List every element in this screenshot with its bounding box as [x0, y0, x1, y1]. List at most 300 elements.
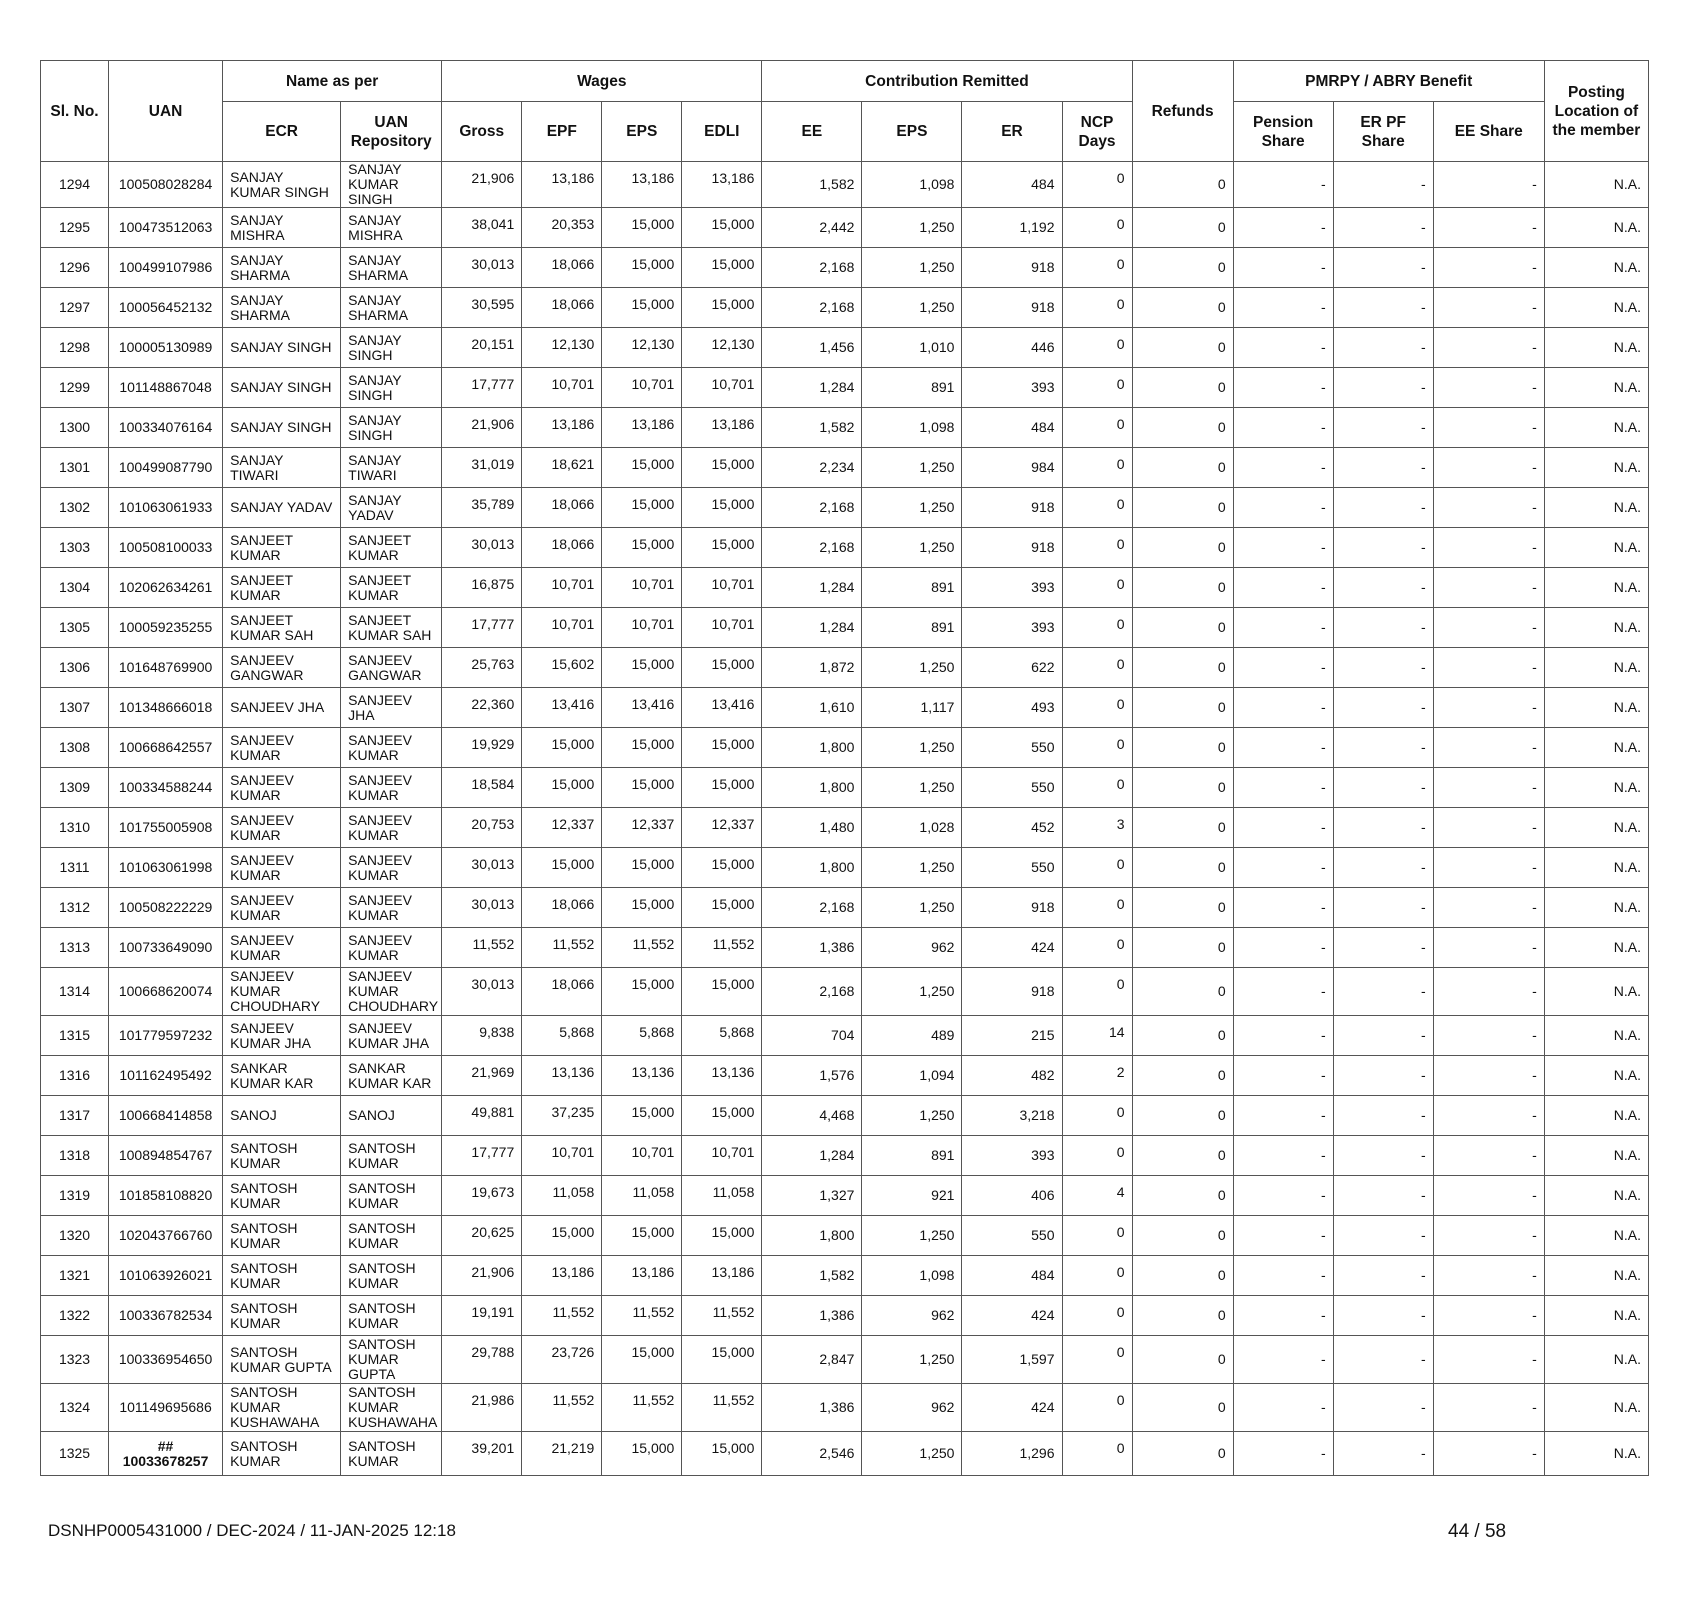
- ecr-name-cell: SANJEEV KUMAR: [223, 768, 341, 808]
- ncp-days-cell: 0: [1062, 888, 1132, 928]
- uan-cell: 101648769900: [109, 648, 223, 688]
- eps-contribution-cell: 1,250: [862, 1096, 962, 1136]
- uan-cell: 100336954650: [109, 1336, 223, 1384]
- sl-no-cell: 1315: [41, 1016, 109, 1056]
- er-pf-share-cell: -: [1333, 408, 1433, 448]
- epf-wages-cell: 15,000: [522, 768, 602, 808]
- er-pf-share-cell: -: [1333, 488, 1433, 528]
- edli-wages-cell: 15,000: [682, 208, 762, 248]
- table-row: [41, 528, 1649, 568]
- eps-wages-cell: 15,000: [602, 288, 682, 328]
- posting-location-cell: N.A.: [1544, 848, 1648, 888]
- table-row: [41, 488, 1649, 528]
- sl-no-cell: 1296: [41, 248, 109, 288]
- refunds-cell: 0: [1132, 728, 1233, 768]
- epf-wages-cell: 11,552: [522, 1296, 602, 1336]
- ecr-name-cell: SANTOSH KUMAR: [223, 1432, 341, 1476]
- er-contribution-cell: 918: [962, 528, 1062, 568]
- eps-contribution-cell: 1,250: [862, 848, 962, 888]
- eps-contribution-cell: 1,250: [862, 208, 962, 248]
- ee-contribution-cell: 1,800: [762, 768, 862, 808]
- uan-cell: 102043766760: [109, 1216, 223, 1256]
- er-pf-share-cell: -: [1333, 368, 1433, 408]
- sl-no-cell: 1318: [41, 1136, 109, 1176]
- ncp-days-cell: 0: [1062, 488, 1132, 528]
- edli-wages-cell: 15,000: [682, 288, 762, 328]
- repository-name-cell: SANJAY SINGH: [341, 408, 442, 448]
- refunds-cell: 0: [1132, 248, 1233, 288]
- ee-share-cell: -: [1433, 1136, 1544, 1176]
- ee-share-cell: -: [1433, 328, 1544, 368]
- ee-contribution-cell: 1,872: [762, 648, 862, 688]
- ncp-days-cell: 0: [1062, 1136, 1132, 1176]
- epf-wages-cell: 13,416: [522, 688, 602, 728]
- uan-cell: 101063926021: [109, 1256, 223, 1296]
- ee-contribution-cell: 2,168: [762, 968, 862, 1016]
- repository-name-cell: SANJAY KUMAR SINGH: [341, 162, 442, 208]
- posting-location-cell: N.A.: [1544, 1336, 1648, 1384]
- ee-contribution-cell: 2,234: [762, 448, 862, 488]
- refunds-cell: 0: [1132, 1136, 1233, 1176]
- ee-share-cell: -: [1433, 688, 1544, 728]
- gross-wages-cell: 19,673: [442, 1176, 522, 1216]
- ncp-days-cell: 0: [1062, 328, 1132, 368]
- edli-wages-cell: 15,000: [682, 848, 762, 888]
- table-row: [41, 928, 1649, 968]
- repository-name-cell: SANJAY YADAV: [341, 488, 442, 528]
- ee-share-cell: -: [1433, 568, 1544, 608]
- eps-wages-cell: 15,000: [602, 888, 682, 928]
- edli-wages-cell: 13,186: [682, 1256, 762, 1296]
- posting-location-cell: N.A.: [1544, 928, 1648, 968]
- ncp-days-cell: 0: [1062, 162, 1132, 208]
- eps-contribution-cell: 1,250: [862, 1216, 962, 1256]
- eps-wages-cell: 15,000: [602, 488, 682, 528]
- sl-no-cell: 1314: [41, 968, 109, 1016]
- ncp-days-cell: 0: [1062, 928, 1132, 968]
- refunds-cell: 0: [1132, 1432, 1233, 1476]
- eps-contribution-cell: 1,028: [862, 808, 962, 848]
- pension-share-cell: -: [1233, 288, 1333, 328]
- table-row: [41, 1336, 1649, 1384]
- eps-wages-cell: 15,000: [602, 1432, 682, 1476]
- uan-cell: 101063061998: [109, 848, 223, 888]
- repository-name-cell: SANJEET KUMAR: [341, 568, 442, 608]
- er-pf-share-cell: -: [1333, 728, 1433, 768]
- epf-wages-cell: 11,552: [522, 928, 602, 968]
- refunds-cell: 0: [1132, 888, 1233, 928]
- er-pf-share-cell: -: [1333, 648, 1433, 688]
- refunds-cell: 0: [1132, 688, 1233, 728]
- ecr-name-cell: SANJEEV KUMAR: [223, 728, 341, 768]
- ee-share-cell: -: [1433, 968, 1544, 1016]
- gross-wages-cell: 20,151: [442, 328, 522, 368]
- eps-wages-cell: 10,701: [602, 1136, 682, 1176]
- posting-location-cell: N.A.: [1544, 1296, 1648, 1336]
- eps-wages-cell: 13,136: [602, 1056, 682, 1096]
- repository-name-cell: SANJEEV KUMAR: [341, 728, 442, 768]
- eps-contribution-cell: 1,250: [862, 448, 962, 488]
- eps-wages-cell: 12,130: [602, 328, 682, 368]
- gross-wages-cell: 30,013: [442, 888, 522, 928]
- repository-name-cell: SANJAY SINGH: [341, 368, 442, 408]
- edli-wages-cell: 15,000: [682, 888, 762, 928]
- ecr-name-cell: SANJAY SINGH: [223, 368, 341, 408]
- pension-share-cell: -: [1233, 1056, 1333, 1096]
- gross-wages-cell: 21,906: [442, 1256, 522, 1296]
- table-row: [41, 688, 1649, 728]
- er-pf-share-cell: -: [1333, 328, 1433, 368]
- repository-name-cell: SANJEEV KUMAR: [341, 808, 442, 848]
- refunds-cell: 0: [1132, 768, 1233, 808]
- pension-share-cell: -: [1233, 1256, 1333, 1296]
- er-contribution-cell: 424: [962, 928, 1062, 968]
- ecr-name-cell: SANTOSH KUMAR: [223, 1296, 341, 1336]
- gross-wages-cell: 30,013: [442, 968, 522, 1016]
- posting-location-cell: N.A.: [1544, 1216, 1648, 1256]
- col-er-pf-share: ER PF Share: [1333, 102, 1433, 162]
- sl-no-cell: 1325: [41, 1432, 109, 1476]
- ee-contribution-cell: 2,168: [762, 528, 862, 568]
- eps-contribution-cell: 1,250: [862, 288, 962, 328]
- pension-share-cell: -: [1233, 408, 1333, 448]
- er-pf-share-cell: -: [1333, 1176, 1433, 1216]
- edli-wages-cell: 15,000: [682, 488, 762, 528]
- ncp-days-cell: 0: [1062, 768, 1132, 808]
- er-pf-share-cell: -: [1333, 162, 1433, 208]
- ecr-name-cell: SANJAY TIWARI: [223, 448, 341, 488]
- eps-contribution-cell: 891: [862, 608, 962, 648]
- eps-contribution-cell: 1,250: [862, 488, 962, 528]
- repository-name-cell: SANJEEV KUMAR: [341, 888, 442, 928]
- col-sl-no: Sl. No.: [41, 61, 109, 162]
- ee-contribution-cell: 1,576: [762, 1056, 862, 1096]
- posting-location-cell: N.A.: [1544, 208, 1648, 248]
- posting-location-cell: N.A.: [1544, 568, 1648, 608]
- er-pf-share-cell: -: [1333, 1384, 1433, 1432]
- er-contribution-cell: 424: [962, 1296, 1062, 1336]
- eps-contribution-cell: 1,098: [862, 162, 962, 208]
- er-contribution-cell: 550: [962, 848, 1062, 888]
- eps-wages-cell: 13,186: [602, 1256, 682, 1296]
- ee-contribution-cell: 2,168: [762, 888, 862, 928]
- er-pf-share-cell: -: [1333, 1096, 1433, 1136]
- eps-wages-cell: 10,701: [602, 368, 682, 408]
- sl-no-cell: 1295: [41, 208, 109, 248]
- table-row: [41, 1384, 1649, 1432]
- pension-share-cell: -: [1233, 162, 1333, 208]
- edli-wages-cell: 10,701: [682, 608, 762, 648]
- eps-wages-cell: 15,000: [602, 1336, 682, 1384]
- er-contribution-cell: 484: [962, 408, 1062, 448]
- ecr-contribution-table: [40, 60, 1649, 1476]
- refunds-cell: 0: [1132, 928, 1233, 968]
- edli-wages-cell: 11,552: [682, 1384, 762, 1432]
- sl-no-cell: 1301: [41, 448, 109, 488]
- uan-cell: 102062634261: [109, 568, 223, 608]
- edli-wages-cell: 10,701: [682, 368, 762, 408]
- ecr-name-cell: SANTOSH KUMAR: [223, 1216, 341, 1256]
- ecr-name-cell: SANTOSH KUMAR: [223, 1176, 341, 1216]
- edli-wages-cell: 15,000: [682, 968, 762, 1016]
- er-contribution-cell: 1,296: [962, 1432, 1062, 1476]
- ee-contribution-cell: 2,168: [762, 488, 862, 528]
- er-pf-share-cell: -: [1333, 1216, 1433, 1256]
- pension-share-cell: -: [1233, 208, 1333, 248]
- er-contribution-cell: 3,218: [962, 1096, 1062, 1136]
- table-row: [41, 848, 1649, 888]
- repository-name-cell: SANJEEV KUMAR: [341, 768, 442, 808]
- col-ecr: ECR: [223, 102, 341, 162]
- posting-location-cell: N.A.: [1544, 162, 1648, 208]
- repository-name-cell: SANTOSH KUMAR: [341, 1136, 442, 1176]
- ncp-days-cell: 2: [1062, 1056, 1132, 1096]
- eps-contribution-cell: 891: [862, 368, 962, 408]
- epf-wages-cell: 13,186: [522, 162, 602, 208]
- uan-cell: 100336782534: [109, 1296, 223, 1336]
- group-pmrpy-abry-benefit: PMRPY / ABRY Benefit: [1233, 61, 1544, 102]
- er-pf-share-cell: -: [1333, 1136, 1433, 1176]
- ee-contribution-cell: 1,386: [762, 1296, 862, 1336]
- pension-share-cell: -: [1233, 448, 1333, 488]
- posting-location-cell: N.A.: [1544, 248, 1648, 288]
- ncp-days-cell: 0: [1062, 448, 1132, 488]
- eps-contribution-cell: 891: [862, 568, 962, 608]
- sl-no-cell: 1324: [41, 1384, 109, 1432]
- pension-share-cell: -: [1233, 368, 1333, 408]
- er-contribution-cell: 482: [962, 1056, 1062, 1096]
- pension-share-cell: -: [1233, 1216, 1333, 1256]
- table-row: [41, 408, 1649, 448]
- uan-cell: 101755005908: [109, 808, 223, 848]
- table-row: [41, 208, 1649, 248]
- pension-share-cell: -: [1233, 1384, 1333, 1432]
- edli-wages-cell: 15,000: [682, 768, 762, 808]
- epf-wages-cell: 21,219: [522, 1432, 602, 1476]
- sl-no-cell: 1309: [41, 768, 109, 808]
- ee-contribution-cell: 1,284: [762, 368, 862, 408]
- ecr-name-cell: SANJEEV JHA: [223, 688, 341, 728]
- eps-wages-cell: 11,058: [602, 1176, 682, 1216]
- pension-share-cell: -: [1233, 568, 1333, 608]
- ee-contribution-cell: 1,284: [762, 568, 862, 608]
- uan-cell: 100334588244: [109, 768, 223, 808]
- er-contribution-cell: 493: [962, 688, 1062, 728]
- edli-wages-cell: 15,000: [682, 248, 762, 288]
- ee-contribution-cell: 1,386: [762, 1384, 862, 1432]
- gross-wages-cell: 22,360: [442, 688, 522, 728]
- ncp-days-cell: 0: [1062, 248, 1132, 288]
- uan-cell: 100508100033: [109, 528, 223, 568]
- uan-cell: 100334076164: [109, 408, 223, 448]
- refunds-cell: 0: [1132, 208, 1233, 248]
- er-pf-share-cell: -: [1333, 1336, 1433, 1384]
- epf-wages-cell: 13,186: [522, 408, 602, 448]
- epf-wages-cell: 18,066: [522, 968, 602, 1016]
- eps-contribution-cell: 1,250: [862, 968, 962, 1016]
- ee-share-cell: -: [1433, 208, 1544, 248]
- eps-contribution-cell: 1,250: [862, 648, 962, 688]
- col-edli: EDLI: [682, 102, 762, 162]
- eps-wages-cell: 15,000: [602, 528, 682, 568]
- repository-name-cell: SANOJ: [341, 1096, 442, 1136]
- ncp-days-cell: 0: [1062, 1384, 1132, 1432]
- eps-wages-cell: 15,000: [602, 248, 682, 288]
- ncp-days-cell: 0: [1062, 968, 1132, 1016]
- eps-contribution-cell: 1,250: [862, 768, 962, 808]
- refunds-cell: 0: [1132, 1384, 1233, 1432]
- ee-share-cell: -: [1433, 448, 1544, 488]
- refunds-cell: 0: [1132, 568, 1233, 608]
- refunds-cell: 0: [1132, 1296, 1233, 1336]
- epf-wages-cell: 15,602: [522, 648, 602, 688]
- er-pf-share-cell: -: [1333, 808, 1433, 848]
- ecr-name-cell: SANJEEV KUMAR: [223, 888, 341, 928]
- ee-contribution-cell: 2,847: [762, 1336, 862, 1384]
- ee-share-cell: -: [1433, 248, 1544, 288]
- pension-share-cell: -: [1233, 1096, 1333, 1136]
- edli-wages-cell: 15,000: [682, 1216, 762, 1256]
- er-contribution-cell: 215: [962, 1016, 1062, 1056]
- repository-name-cell: SANJEET KUMAR SAH: [341, 608, 442, 648]
- posting-location-cell: N.A.: [1544, 648, 1648, 688]
- gross-wages-cell: 21,986: [442, 1384, 522, 1432]
- edli-wages-cell: 10,701: [682, 1136, 762, 1176]
- er-contribution-cell: 446: [962, 328, 1062, 368]
- ee-share-cell: -: [1433, 1096, 1544, 1136]
- er-contribution-cell: 393: [962, 1136, 1062, 1176]
- er-pf-share-cell: -: [1333, 288, 1433, 328]
- eps-wages-cell: 10,701: [602, 568, 682, 608]
- ee-share-cell: -: [1433, 1176, 1544, 1216]
- pension-share-cell: -: [1233, 688, 1333, 728]
- group-name-as-per: Name as per: [223, 61, 442, 102]
- repository-name-cell: SANJEEV GANGWAR: [341, 648, 442, 688]
- ee-share-cell: -: [1433, 488, 1544, 528]
- er-pf-share-cell: -: [1333, 1256, 1433, 1296]
- ee-contribution-cell: 1,610: [762, 688, 862, 728]
- ee-contribution-cell: 1,284: [762, 1136, 862, 1176]
- report-reference: DSNHP0005431000 / DEC-2024 / 11-JAN-2025 12:18: [48, 1521, 456, 1540]
- er-pf-share-cell: -: [1333, 928, 1433, 968]
- posting-location-cell: N.A.: [1544, 768, 1648, 808]
- ecr-name-cell: SANJEEV KUMAR: [223, 928, 341, 968]
- epf-wages-cell: 5,868: [522, 1016, 602, 1056]
- repository-name-cell: SANTOSH KUMAR GUPTA: [341, 1336, 442, 1384]
- ncp-days-cell: 0: [1062, 848, 1132, 888]
- ee-share-cell: -: [1433, 648, 1544, 688]
- eps-wages-cell: 15,000: [602, 968, 682, 1016]
- refunds-cell: 0: [1132, 1256, 1233, 1296]
- eps-contribution-cell: 1,250: [862, 728, 962, 768]
- ee-share-cell: -: [1433, 1056, 1544, 1096]
- ecr-name-cell: SANJEEV KUMAR: [223, 848, 341, 888]
- ee-share-cell: -: [1433, 1016, 1544, 1056]
- gross-wages-cell: 30,013: [442, 848, 522, 888]
- ecr-name-cell: SANJAY SHARMA: [223, 248, 341, 288]
- er-pf-share-cell: -: [1333, 248, 1433, 288]
- edli-wages-cell: 15,000: [682, 528, 762, 568]
- epf-wages-cell: 18,066: [522, 528, 602, 568]
- eps-wages-cell: 15,000: [602, 208, 682, 248]
- gross-wages-cell: 30,013: [442, 248, 522, 288]
- gross-wages-cell: 17,777: [442, 368, 522, 408]
- refunds-cell: 0: [1132, 328, 1233, 368]
- ee-contribution-cell: 2,546: [762, 1432, 862, 1476]
- gross-wages-cell: 29,788: [442, 1336, 522, 1384]
- eps-wages-cell: 11,552: [602, 928, 682, 968]
- repository-name-cell: SANTOSH KUMAR: [341, 1176, 442, 1216]
- uan-cell: 100473512063: [109, 208, 223, 248]
- er-contribution-cell: 918: [962, 248, 1062, 288]
- uan-cell: 100005130989: [109, 328, 223, 368]
- er-pf-share-cell: -: [1333, 848, 1433, 888]
- table-row: [41, 728, 1649, 768]
- ecr-name-cell: SANJAY KUMAR SINGH: [223, 162, 341, 208]
- epf-wages-cell: 13,136: [522, 1056, 602, 1096]
- refunds-cell: 0: [1132, 1016, 1233, 1056]
- er-pf-share-cell: -: [1333, 1296, 1433, 1336]
- pension-share-cell: -: [1233, 808, 1333, 848]
- repository-name-cell: SANJAY TIWARI: [341, 448, 442, 488]
- ee-contribution-cell: 1,284: [762, 608, 862, 648]
- er-pf-share-cell: -: [1333, 448, 1433, 488]
- pension-share-cell: -: [1233, 1336, 1333, 1384]
- refunds-cell: 0: [1132, 488, 1233, 528]
- ncp-days-cell: 0: [1062, 1296, 1132, 1336]
- er-contribution-cell: 550: [962, 768, 1062, 808]
- ecr-name-cell: SANTOSH KUMAR: [223, 1256, 341, 1296]
- pension-share-cell: -: [1233, 488, 1333, 528]
- sl-no-cell: 1294: [41, 162, 109, 208]
- table-row: [41, 1296, 1649, 1336]
- er-contribution-cell: 424: [962, 1384, 1062, 1432]
- edli-wages-cell: 12,337: [682, 808, 762, 848]
- edli-wages-cell: 15,000: [682, 1432, 762, 1476]
- col-ee-share: EE Share: [1433, 102, 1544, 162]
- repository-name-cell: SANJEEV KUMAR: [341, 928, 442, 968]
- ee-contribution-cell: 4,468: [762, 1096, 862, 1136]
- table-row: [41, 1136, 1649, 1176]
- pension-share-cell: -: [1233, 1432, 1333, 1476]
- er-pf-share-cell: -: [1333, 208, 1433, 248]
- ee-contribution-cell: 1,800: [762, 848, 862, 888]
- er-contribution-cell: 484: [962, 1256, 1062, 1296]
- ee-share-cell: -: [1433, 1256, 1544, 1296]
- col-er: ER: [962, 102, 1062, 162]
- ncp-days-cell: 3: [1062, 808, 1132, 848]
- repository-name-cell: SANTOSH KUMAR: [341, 1432, 442, 1476]
- sl-no-cell: 1307: [41, 688, 109, 728]
- er-contribution-cell: 918: [962, 488, 1062, 528]
- er-pf-share-cell: -: [1333, 528, 1433, 568]
- ncp-days-cell: 0: [1062, 688, 1132, 728]
- col-epf: EPF: [522, 102, 602, 162]
- uan-cell: 100499087790: [109, 448, 223, 488]
- posting-location-cell: N.A.: [1544, 888, 1648, 928]
- er-contribution-cell: 918: [962, 288, 1062, 328]
- ecr-name-cell: SANOJ: [223, 1096, 341, 1136]
- edli-wages-cell: 10,701: [682, 568, 762, 608]
- table-row: [41, 1216, 1649, 1256]
- posting-location-cell: N.A.: [1544, 1056, 1648, 1096]
- pension-share-cell: -: [1233, 528, 1333, 568]
- epf-wages-cell: 10,701: [522, 608, 602, 648]
- er-pf-share-cell: -: [1333, 568, 1433, 608]
- pension-share-cell: -: [1233, 728, 1333, 768]
- posting-location-cell: N.A.: [1544, 288, 1648, 328]
- ecr-name-cell: SANTOSH KUMAR KUSHAWAHA: [223, 1384, 341, 1432]
